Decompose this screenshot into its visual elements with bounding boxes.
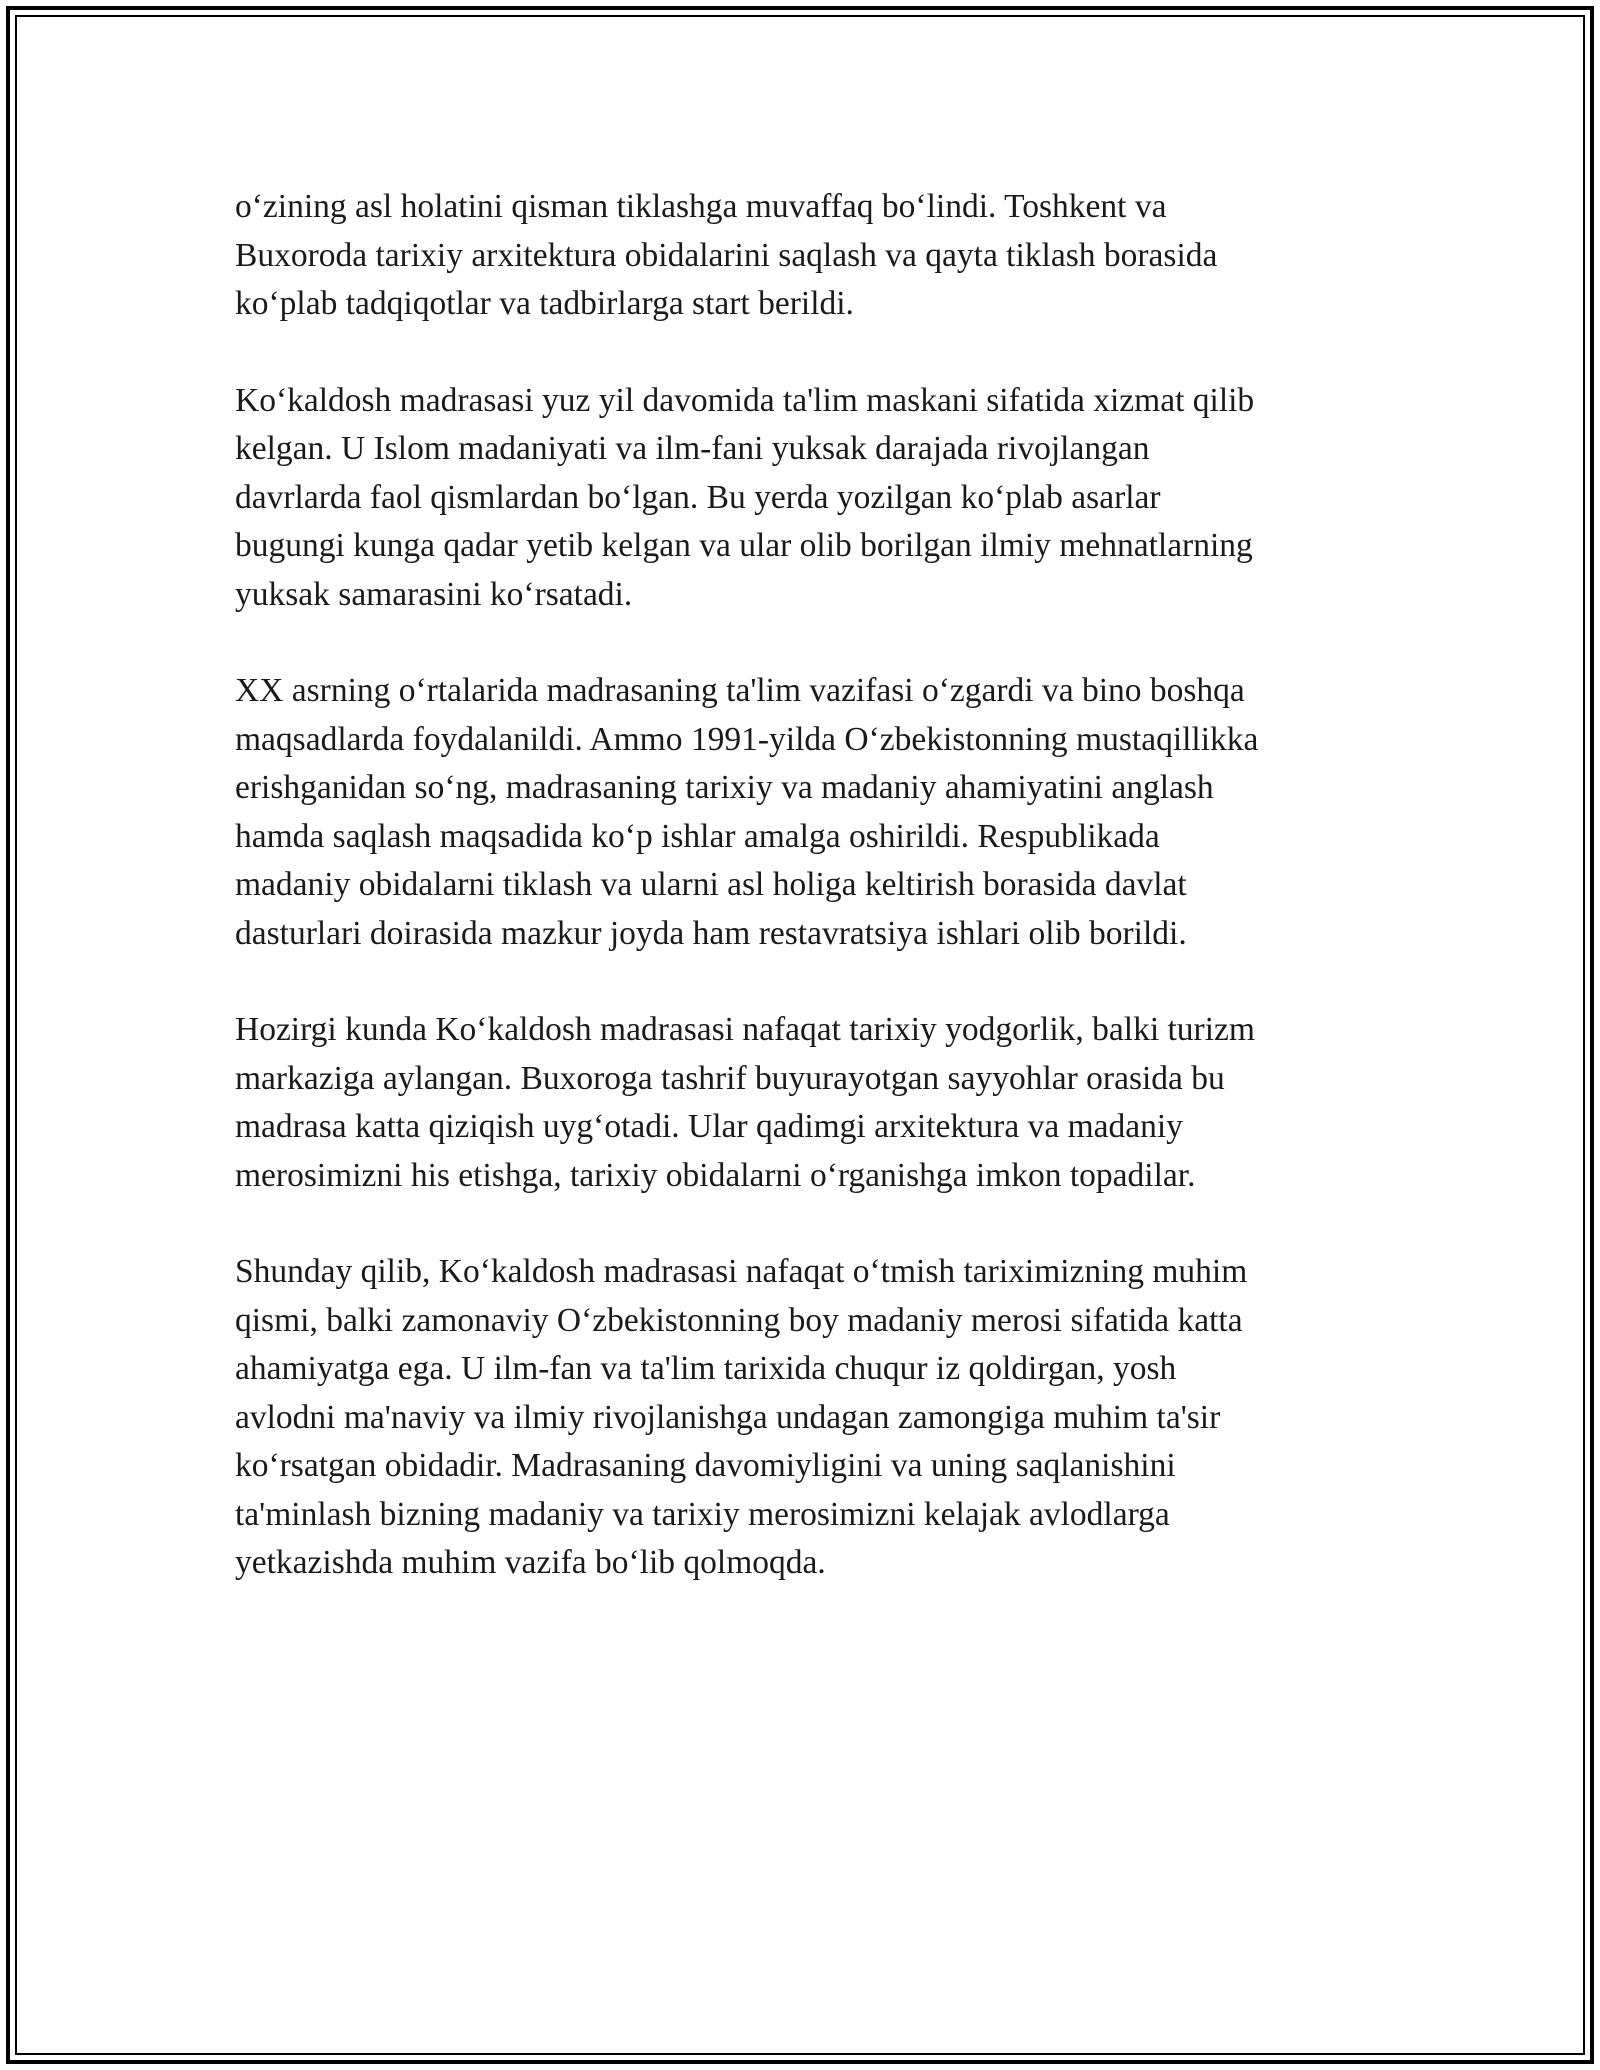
text-line: erishganidan so‘ng, madrasaning tarixiy va madaniy ahamiyatini anglash	[235, 769, 1214, 806]
text-line: avlodni ma'naviy va ilmiy rivojlanishga undagan zamongiga muhim ta'sir	[235, 1398, 1221, 1436]
text-line: Shunday qilib, Ko‘kaldosh madrasasi nafaqat o‘tmish tariximizning muhim	[235, 1253, 1248, 1290]
text-line: markaziga aylangan. Buxoroga tashrif buyurayotgan sayyohlar orasida bu	[235, 1059, 1225, 1097]
paragraph-conclusion	[235, 1248, 1365, 1588]
text-line: ahamiyatga ega. U ilm-fan va ta'lim tarixida chuqur iz qoldirgan, yosh	[235, 1350, 1177, 1387]
paragraph-education-history	[235, 377, 1365, 620]
text-line: merosimizni his etishga, tarixiy obidalarni o‘rganishga imkon topadilar.	[235, 1156, 1196, 1194]
text-line: yetkazishda muhim vazifa bo‘lib qolmoqda.	[235, 1544, 826, 1581]
text-line: madaniy obidalarni tiklash va ularni asl holiga keltirish borasida davlat	[235, 866, 1187, 903]
text-line: ko‘rsatgan obidadir. Madrasaning davomiyligini va uning saqlanishini	[235, 1447, 1176, 1484]
text-line: davrlarda faol qismlardan bo‘lgan. Bu yerda yozilgan ko‘plab asarlar	[235, 478, 1161, 516]
text-line: madrasa katta qiziqish uyg‘otadi. Ular qadimgi arxitektura va madaniy	[235, 1108, 1183, 1145]
text-line: Hozirgi kunda Ko‘kaldosh madrasasi nafaqat tarixiy yodgorlik, balki turizm	[235, 1011, 1255, 1048]
text-line: qismi, balki zamonaviy O‘zbekistonning boy madaniy merosi sifatida katta	[235, 1301, 1243, 1339]
text-line: yuksak samarasini ko‘rsatadi.	[235, 575, 633, 613]
text-line: dasturlari doirasida mazkur joyda ham restavratsiya ishlari olib borildi.	[235, 914, 1187, 952]
paragraph-restoration	[235, 183, 1365, 329]
text-line: XX asrning o‘rtalarida madrasaning ta'lim vazifasi o‘zgardi va bino boshqa	[235, 672, 1245, 709]
text-line: o‘zining asl holatini qisman tiklashga muvaffaq bo‘lindi. Toshkent va	[235, 188, 1167, 225]
text-line: bugungi kunga qadar yetib kelgan va ular olib borilgan ilmiy mehnatlarning	[235, 527, 1253, 564]
text-line: maqsadlarda foydalanildi. Ammo 1991-yilda O‘zbekistonning mustaqillikka	[235, 720, 1259, 758]
paragraph-tourism	[235, 1006, 1365, 1200]
text-line: ko‘plab tadqiqotlar va tadbirlarga start berildi.	[235, 285, 854, 322]
paragraph-twentieth-century	[235, 667, 1365, 958]
document-body	[235, 183, 1365, 1636]
text-line: Buxoroda tarixiy arxitektura obidalarini saqlash va qayta tiklash borasida	[235, 236, 1218, 274]
text-line: kelgan. U Islom madaniyati va ilm-fani yuksak darajada rivojlangan	[235, 430, 1150, 467]
text-line: hamda saqlash maqsadida ko‘p ishlar amalga oshirildi. Respublikada	[235, 817, 1160, 855]
text-line: ta'minlash bizning madaniy va tarixiy merosimizni kelajak avlodlarga	[235, 1495, 1170, 1533]
text-line: Ko‘kaldosh madrasasi yuz yil davomida ta'lim maskani sifatida xizmat qilib	[235, 381, 1255, 419]
